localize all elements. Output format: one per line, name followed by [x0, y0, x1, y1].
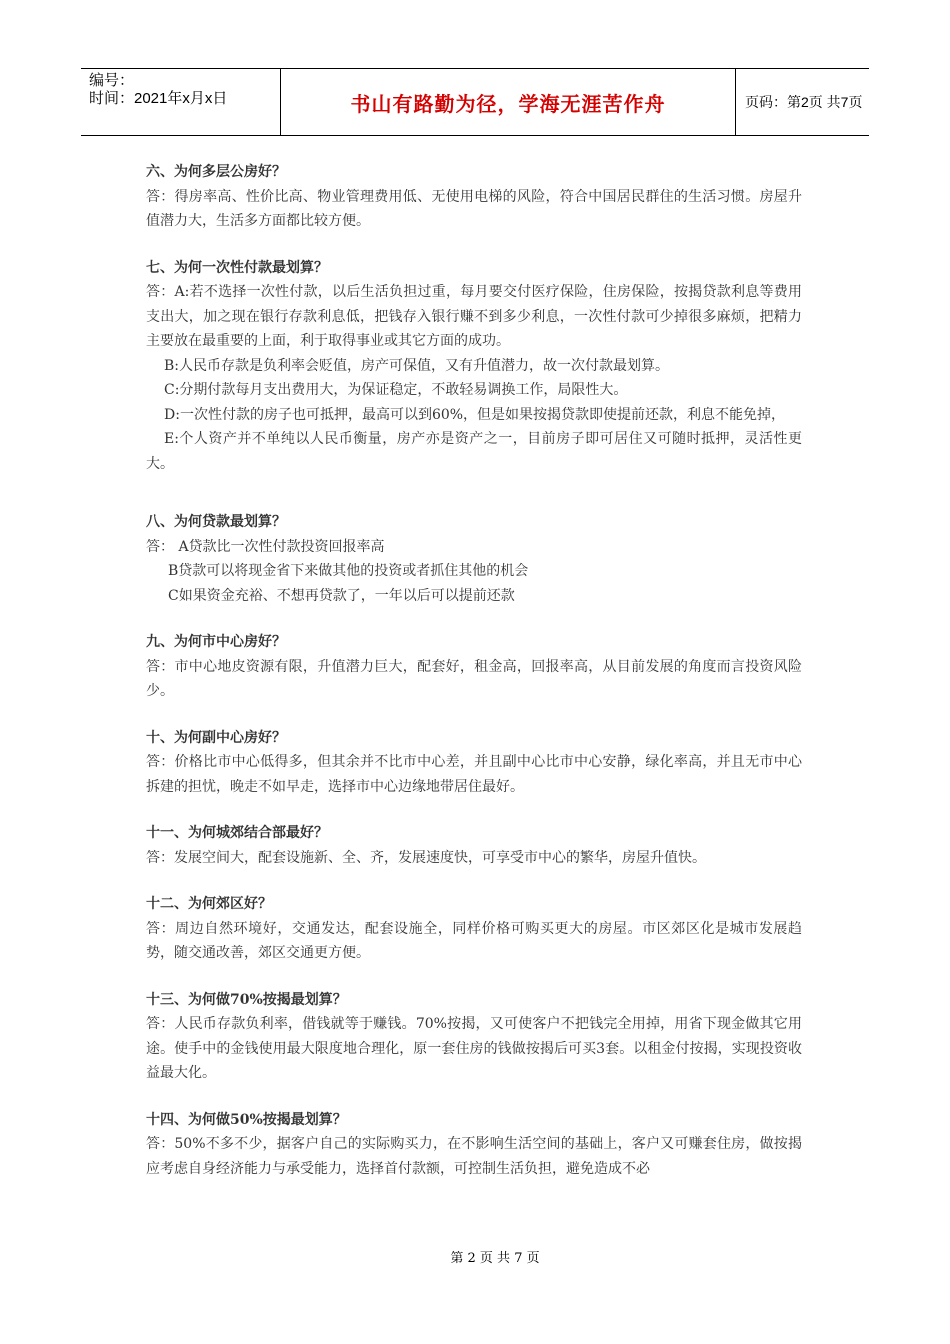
question-heading: 八、为何贷款最划算？ [146, 514, 286, 530]
section-14 [146, 1108, 802, 1182]
answer-text: 答： A贷款比一次性付款投资回报率高 [146, 538, 385, 555]
page-footer: 第 2 页 共 7 页 [450, 1251, 540, 1266]
answer-text: 答：50%不多不少，据客户自己的实际购买力，在不影响生活空间的基础上，客户又可赚套住房，做按揭应考虑自身经济能力与承受能力，选择首付款额，可控制生活负担，避免造成不必 [146, 1136, 802, 1177]
answer-item: D:一次性付款的房子也可抵押，最高可以到60%，但是如果按揭贷款即使提前还款，利息不能免掉， [164, 406, 786, 423]
question-heading: 十、为何副中心房好？ [146, 729, 286, 746]
section-8 [146, 510, 802, 608]
question-heading: 十四、为何做50%按揭最划算？ [146, 1111, 347, 1128]
question-heading: 十三、为何做70%按揭最划算？ [146, 991, 347, 1008]
question-heading: 十一、为何城郊结合部最好？ [146, 825, 328, 841]
number-label: 编号： [89, 72, 135, 89]
date-label: 时间：2021年x月x日 [89, 90, 228, 107]
question-heading: 十二、为何郊区好？ [146, 896, 272, 912]
section-10 [146, 726, 802, 800]
answer-item: B:人民币存款是负利率会贬值，房产可保值，又有升值潜力，故一次付款最划算。 [164, 357, 670, 374]
answer-text: 答：得房率高、性价比高、物业管理费用低、无使用电梯的风险，符合中国居民群住的生活习惯。房屋升值潜力大，生活多方面都比较方便。 [146, 188, 802, 229]
section-12 [146, 892, 802, 966]
answer-text: 答：周边自然环境好，交通发达，配套设施全，同样价格可购买更大的房屋。市区郊区化是城市发展趋势，随交通改善，郊区交通更方便。 [146, 920, 802, 961]
question-heading: 九、为何市中心房好？ [146, 634, 286, 650]
answer-item: C:分期付款每月支出费用大，为保证稳定，不敢轻易调换工作，局限性大。 [164, 382, 628, 398]
document-body [146, 160, 802, 1203]
header-page-info: 页码：第2页 共7页 [745, 94, 863, 110]
question-heading: 六、为何多层公房好？ [146, 164, 286, 180]
answer-text: 答：A:若不选择一次性付款，以后生活负担过重，每月要交付医疗保险，住房保险，按揭贷款利息等费用支出大，加之现在银行存款利息低，把钱存入银行赚不到多少利息，一次性付款可少掉很多麻烦，把精力主要放在最重要的上面，利于取得事业或其它方面的成功。 [146, 284, 802, 349]
answer-text: 答：发展空间大，配套设施新、全、齐，发展速度快，可享受市中心的繁华，房屋升值快。 [146, 849, 706, 866]
section-13 [146, 988, 802, 1086]
answer-text: 答：市中心地皮资源有限，升值潜力巨大，配套好，租金高，回报率高，从目前发展的角度而言投资风险少。 [146, 658, 802, 699]
section-9 [146, 630, 802, 704]
question-heading: 七、为何一次性付款最划算？ [146, 259, 328, 276]
answer-text: 答：价格比市中心低得多，但其余并不比市中心差，并且副中心比市中心安静，绿化率高，并且无市中心拆建的担忧，晚走不如早走，选择市中心边缘地带居住最好。 [146, 754, 802, 795]
section-11 [146, 821, 802, 870]
answer-text: 答：人民币存款负利率，借钱就等于赚钱。70%按揭，又可使客户不把钱完全用掉，用省下现金做其它用途。使手中的金钱使用最大限度地合理化，原一套住房的钱做按揭后可买3套。以租金付按揭，实现投资收益最大化。 [146, 1016, 802, 1081]
answer-item: B贷款可以将现金省下来做其他的投资或者抓住其他的机会 [168, 563, 529, 579]
header-motto: 书山有路勤为径，学海无涯苦作舟 [281, 69, 736, 135]
answer-item: C如果资金充裕、不想再贷款了，一年以后可以提前还款 [168, 587, 515, 604]
section-7 [146, 256, 802, 477]
section-6 [146, 160, 802, 234]
page-header [81, 68, 869, 136]
header-meta-cell [81, 69, 281, 135]
answer-item: E:个人资产并不单纯以人民币衡量，房产亦是资产之一，目前房子即可居住又可随时抵押，灵活性更大。 [146, 431, 802, 472]
